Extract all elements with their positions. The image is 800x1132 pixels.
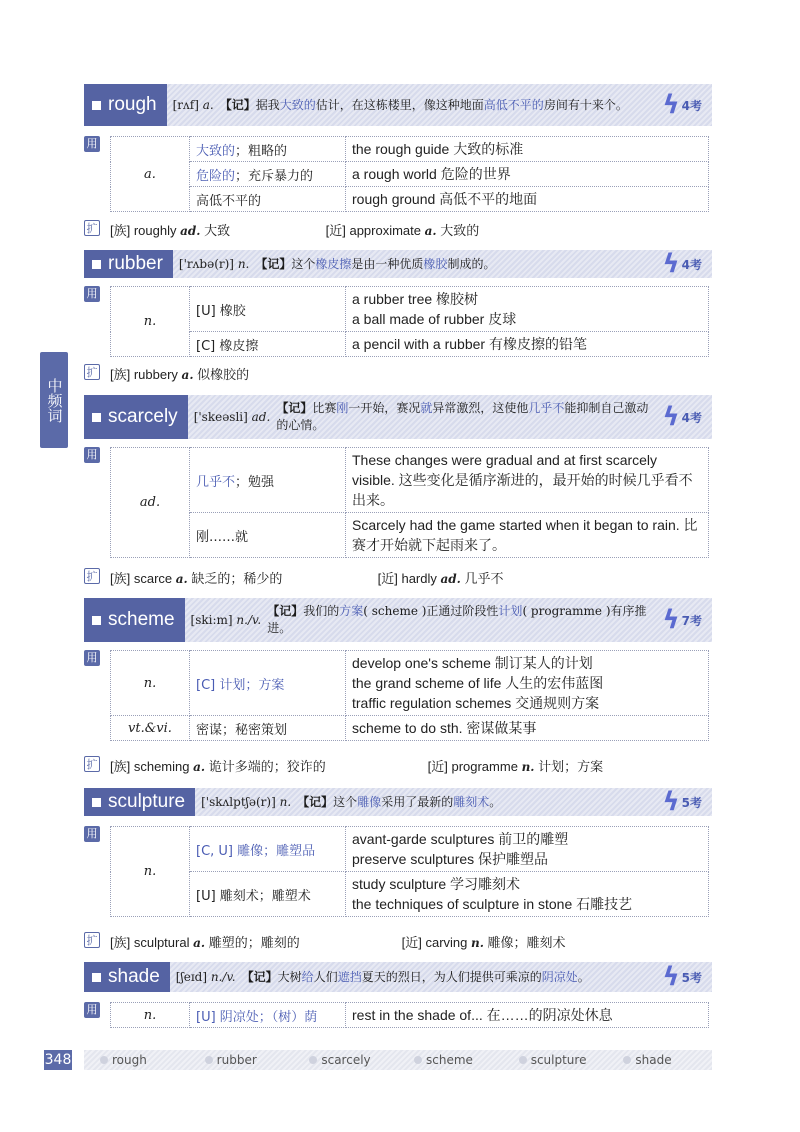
memory-tip: 【记】比赛刚一开始，赛况就异常激烈，这使他几乎不能抑制自己激动的心情。 — [276, 401, 649, 432]
definition-table — [110, 1002, 709, 1028]
memory-tip: 【记】这个雕像采用了最新的雕刻术。 — [297, 794, 502, 809]
pronunciation: [ski:m] n./v. — [190, 613, 262, 627]
memory-tip: 【记】我们的方案( scheme )正通过阶段性计划( programme )有序推进。 — [267, 604, 647, 635]
pronunciation: ['skʌlptʃə(r)] n. — [201, 795, 292, 809]
footer-word: scheme — [414, 1053, 503, 1067]
pronunciation: ['skeəsli] ad. — [193, 410, 271, 424]
footer-word-index — [84, 1050, 712, 1070]
table-row: n. [C, U] 雕像；雕塑品 avant-garde sculptures 前卫的雕塑 preserve sculptures 保护雕塑品 — [111, 827, 709, 872]
usage-icon: 用 — [84, 1002, 100, 1018]
extension-icon: 扩 — [84, 568, 100, 584]
pronunciation: [rʌf] a. — [172, 98, 214, 112]
lightning-icon: ϟ — [662, 962, 680, 992]
table-row: n. [U] 阴凉处；（树）荫 rest in the shade of... 在……的阴凉处休息 — [111, 1003, 709, 1028]
memory-tip: 【记】这个橡皮擦是由一种优质橡胶制成的。 — [255, 256, 496, 271]
definition-table — [110, 286, 709, 357]
extension-icon: 扩 — [84, 220, 100, 236]
lightning-icon: ϟ — [662, 402, 680, 432]
headword: scarcely — [84, 395, 188, 439]
table-row: [C] 橡皮擦 a pencil with a rubber 有橡皮擦的铅笔 — [111, 332, 709, 357]
extension-icon: 扩 — [84, 756, 100, 772]
table-row: n. [C] 计划；方案 develop one's scheme 制订某人的计划 the grand scheme of life 人生的宏伟蓝图 traffic regulation schemes 交通规则方案 — [111, 651, 709, 716]
footer-word: rough — [100, 1053, 189, 1067]
entry-shade — [84, 962, 712, 1025]
table-row: 危险的；充斥暴力的 a rough world 危险的世界 — [111, 162, 709, 187]
headword: rough — [84, 84, 167, 126]
extension-icon: 扩 — [84, 364, 100, 380]
exam-count: ϟ 7考 — [662, 605, 702, 635]
exam-count: ϟ 4考 — [662, 402, 702, 432]
exam-count: ϟ 4考 — [662, 249, 702, 279]
entry-scheme — [84, 598, 712, 774]
page-number: 348 — [44, 1052, 72, 1068]
lightning-icon: ϟ — [662, 605, 680, 635]
footer-word: shade — [623, 1053, 712, 1067]
entry-scarcely — [84, 395, 712, 586]
usage-icon: 用 — [84, 826, 100, 842]
footer-word: scarcely — [309, 1053, 398, 1067]
definition-table — [110, 826, 709, 917]
extension-line: [族] sculptural a. 雕塑的；雕刻的 [近] carving n. 雕像；雕刻术 — [110, 935, 566, 950]
entry-header — [84, 250, 712, 278]
extension-line: [族] roughly ad. 大致 [近] approximate a. 大致的 — [110, 223, 480, 238]
headword: scheme — [84, 598, 185, 642]
footer-word: sculpture — [519, 1053, 608, 1067]
exam-count: ϟ 5考 — [662, 962, 702, 992]
table-row: a. 大致的；粗略的 the rough guide 大致的标准 — [111, 137, 709, 162]
definition-table — [110, 447, 709, 558]
exam-count: ϟ 4考 — [662, 90, 702, 120]
entry-header — [84, 598, 712, 642]
definition-table — [110, 650, 709, 741]
footer-word: rubber — [205, 1053, 294, 1067]
table-row: 高低不平的 rough ground 高低不平的地面 — [111, 187, 709, 212]
exam-count: ϟ 5考 — [662, 787, 702, 817]
table-row: 刚……就 Scarcely had the game started when it began to rain. 比赛才开始就下起雨来了。 — [111, 513, 709, 558]
pronunciation: ['rʌbə(r)] n. — [178, 257, 250, 271]
usage-icon: 用 — [84, 650, 100, 666]
extension-line: [族] rubbery a. 似橡胶的 — [110, 367, 250, 382]
extension-line: [族] scarce a. 缺乏的；稀少的 [近] hardly ad. 几乎不 — [110, 571, 504, 586]
pronunciation: [ʃeɪd] n./v. — [175, 970, 236, 984]
extension-line: [族] scheming a. 诡计多端的；狡诈的 [近] programme n. 计划；方案 — [110, 759, 604, 774]
headword: rubber — [84, 250, 173, 278]
memory-tip: 【记】大树给人们遮挡夏天的烈日，为人们提供可乘凉的阴凉处。 — [241, 969, 590, 984]
entry-header — [84, 962, 712, 992]
section-tab: 中频词 — [40, 352, 68, 448]
lightning-icon: ϟ — [662, 249, 680, 279]
entry-header — [84, 788, 712, 816]
usage-icon: 用 — [84, 136, 100, 152]
usage-icon: 用 — [84, 286, 100, 302]
entry-sculpture — [84, 787, 712, 950]
entry-header — [84, 84, 712, 126]
usage-icon: 用 — [84, 447, 100, 463]
definition-table — [110, 136, 709, 212]
table-row: [U] 雕刻术；雕塑术 study sculpture 学习雕刻术 the techniques of sculpture in stone 石雕技艺 — [111, 872, 709, 917]
headword: sculpture — [84, 788, 195, 816]
entry-rubber — [84, 249, 712, 382]
lightning-icon: ϟ — [662, 90, 680, 120]
entry-header — [84, 395, 712, 439]
table-row: ad. 几乎不；勉强 These changes were gradual and at first scarcely visible. 这些变化是循序渐进的，最开始的时候几乎看不出来。 — [111, 448, 709, 513]
headword: shade — [84, 962, 170, 992]
memory-tip: 【记】据我大致的估计，在这栋楼里，像这种地面高低不平的房间有十来个。 — [219, 97, 628, 112]
extension-icon: 扩 — [84, 932, 100, 948]
table-row: n. [U] 橡胶 a rubber tree 橡胶树 a ball made of rubber 皮球 — [111, 287, 709, 332]
lightning-icon: ϟ — [662, 787, 680, 817]
table-row: vt.&vi. 密谋；秘密策划 scheme to do sth. 密谋做某事 — [111, 716, 709, 741]
entry-rough — [84, 84, 712, 238]
